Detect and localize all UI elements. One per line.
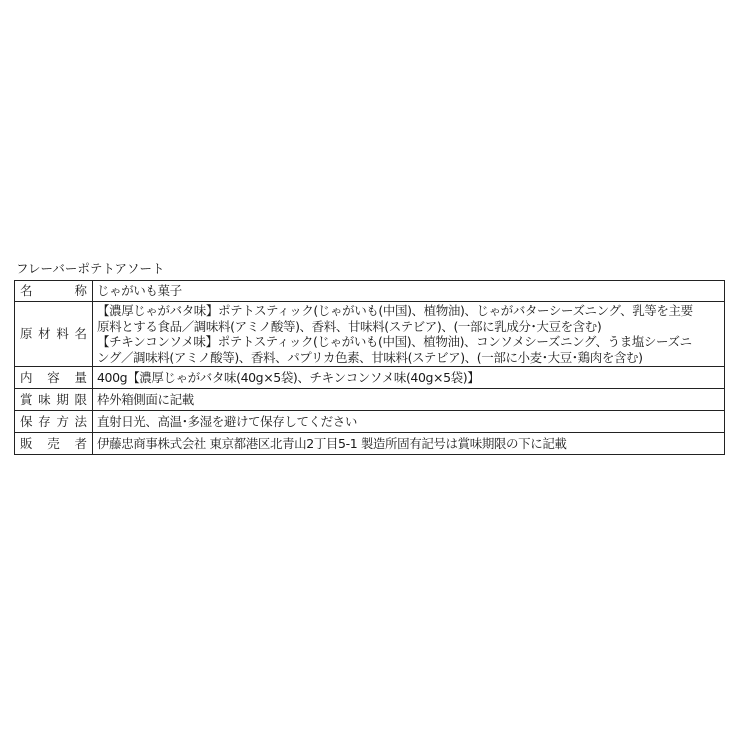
heading-char: 味 <box>38 391 51 407</box>
product-caption: フレーバーポテトアソート <box>16 261 165 276</box>
heading-char: 名 <box>20 283 33 299</box>
value-line: 原料とする食品／調味料(アミノ酸等)、香料、甘味料(ステビア)、(一部に乳成分･大豆を含む) <box>97 318 602 334</box>
row-value <box>93 281 725 302</box>
heading-char: 量 <box>74 369 87 385</box>
table-row <box>15 302 725 367</box>
row-heading <box>15 433 93 455</box>
heading-char: 内 <box>20 369 33 385</box>
heading-char: 期 <box>56 391 69 407</box>
value-line: じゃがいも菓子 <box>97 283 182 299</box>
row-heading <box>15 302 93 367</box>
table-row <box>15 433 725 455</box>
row-heading <box>15 411 93 433</box>
heading-char: 保 <box>20 413 33 429</box>
heading-char: 賞 <box>20 391 33 407</box>
table-row <box>15 389 725 411</box>
row-value <box>93 389 725 411</box>
row-heading <box>15 367 93 389</box>
value-line: 【濃厚じゃがバタ味】ポテトスティック(じゃがいも(中国)、植物油)、じゃがバターシーズニング、乳等を主要 <box>97 303 693 318</box>
food-label-table <box>14 280 725 455</box>
value-line: 400g【濃厚じゃがバタ味(40g×5袋)、チキンコンソメ味(40g×5袋)】 <box>97 369 480 385</box>
value-line: 枠外箱側面に記載 <box>97 391 194 407</box>
row-value <box>93 433 725 455</box>
row-value <box>93 367 725 389</box>
heading-char: 容 <box>47 369 60 385</box>
row-heading <box>15 281 93 302</box>
heading-char: 販 <box>20 435 33 451</box>
row-heading <box>15 389 93 411</box>
heading-char: 材 <box>38 326 51 342</box>
heading-char: 限 <box>74 391 87 407</box>
table-row <box>15 411 725 433</box>
table-row <box>15 367 725 389</box>
heading-char: 称 <box>74 283 87 299</box>
heading-char: 料 <box>56 326 69 342</box>
row-value <box>93 302 725 367</box>
heading-char: 方 <box>56 413 69 429</box>
heading-char: 原 <box>20 326 33 342</box>
value-line: 伊藤忠商事株式会社 東京都港区北青山2丁目5-1 製造所固有記号は賞味期限の下に記載 <box>97 435 567 451</box>
heading-char: 売 <box>47 435 60 451</box>
row-value <box>93 411 725 433</box>
heading-char: 法 <box>74 413 87 429</box>
heading-char: 名 <box>74 326 87 342</box>
heading-char: 存 <box>38 413 51 429</box>
value-line: ング／調味料(アミノ酸等)、香料、パプリカ色素、甘味料(ステビア)、(一部に小麦･大豆･鶏肉を含む) <box>97 349 643 365</box>
value-line: 【チキンコンソメ味】ポテトスティック(じゃがいも(中国)、植物油)、コンソメシーズニング、うま塩シーズニ <box>97 334 692 349</box>
heading-char: 者 <box>74 435 87 451</box>
table-row <box>15 281 725 302</box>
value-line: 直射日光、高温･多湿を避けて保存してください <box>97 413 357 429</box>
